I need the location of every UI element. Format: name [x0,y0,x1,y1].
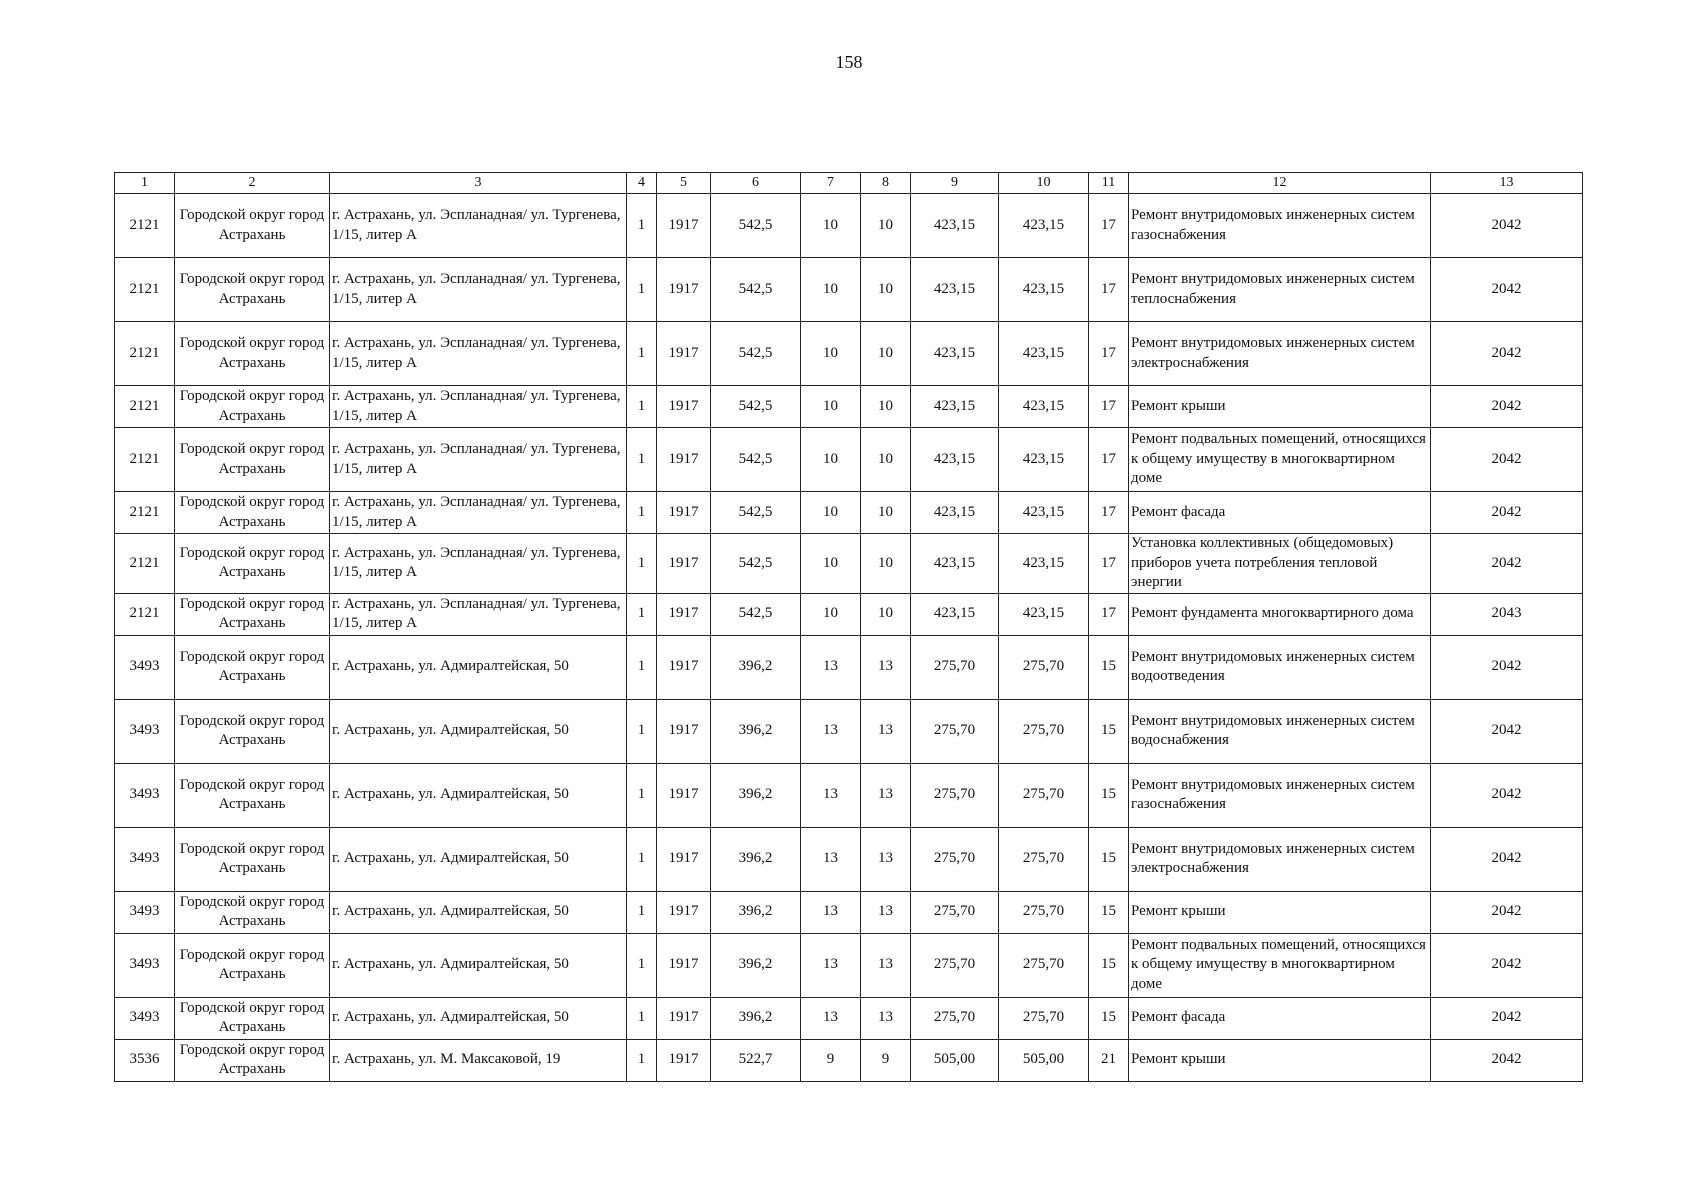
cell-address: г. Астрахань, ул. Адмиралтейская, 50 [330,635,627,699]
cell-address: г. Астрахань, ул. Эспланадная/ ул. Тургенева, 1/15, литер А [330,593,627,635]
cell-id: 2121 [115,534,175,594]
cell-area: 396,2 [711,997,801,1039]
cell-year: 1917 [657,933,711,997]
cell-col7: 10 [801,194,861,258]
cell-col9: 423,15 [911,386,999,428]
table-row [115,386,1583,428]
cell-address: г. Астрахань, ул. Адмиралтейская, 50 [330,699,627,763]
cell-col8: 10 [861,492,911,534]
cell-municipality: Городской округ город Астрахань [175,1039,330,1081]
cell-planned-year: 2042 [1431,997,1583,1039]
cell-municipality: Городской округ город Астрахань [175,763,330,827]
table-row [115,763,1583,827]
cell-year: 1917 [657,635,711,699]
cell-col7: 13 [801,933,861,997]
cell-col4: 1 [627,699,657,763]
cell-col9: 275,70 [911,635,999,699]
cell-area: 542,5 [711,386,801,428]
column-header: 6 [711,173,801,194]
cell-col9: 423,15 [911,322,999,386]
cell-col8: 13 [861,699,911,763]
cell-work-type: Ремонт внутридомовых инженерных систем теплоснабжения [1129,258,1431,322]
cell-id: 3493 [115,997,175,1039]
cell-year: 1917 [657,492,711,534]
cell-col10: 275,70 [999,635,1089,699]
cell-col7: 10 [801,322,861,386]
cell-col11: 17 [1089,386,1129,428]
cell-col8: 13 [861,933,911,997]
cell-col7: 13 [801,699,861,763]
cell-year: 1917 [657,428,711,492]
cell-municipality: Городской округ город Астрахань [175,997,330,1039]
cell-municipality: Городской округ город Астрахань [175,699,330,763]
cell-id: 2121 [115,428,175,492]
cell-area: 542,5 [711,593,801,635]
cell-id: 3493 [115,933,175,997]
cell-col8: 10 [861,386,911,428]
table-row [115,322,1583,386]
cell-planned-year: 2042 [1431,763,1583,827]
cell-municipality: Городской округ город Астрахань [175,891,330,933]
cell-work-type: Ремонт внутридомовых инженерных систем водоотведения [1129,635,1431,699]
cell-col4: 1 [627,534,657,594]
table-row [115,635,1583,699]
cell-col4: 1 [627,258,657,322]
capital-repair-table [114,172,1583,1082]
cell-id: 3493 [115,827,175,891]
cell-municipality: Городской округ город Астрахань [175,386,330,428]
cell-col9: 275,70 [911,763,999,827]
cell-col10: 423,15 [999,322,1089,386]
cell-planned-year: 2042 [1431,428,1583,492]
cell-work-type: Ремонт внутридомовых инженерных систем электроснабжения [1129,322,1431,386]
cell-col8: 13 [861,891,911,933]
cell-col4: 1 [627,593,657,635]
cell-col4: 1 [627,933,657,997]
cell-work-type: Ремонт внутридомовых инженерных систем газоснабжения [1129,763,1431,827]
cell-col11: 21 [1089,1039,1129,1081]
column-header: 11 [1089,173,1129,194]
cell-col10: 275,70 [999,763,1089,827]
cell-col8: 10 [861,593,911,635]
cell-col8: 10 [861,322,911,386]
cell-col8: 10 [861,258,911,322]
cell-col8: 13 [861,827,911,891]
cell-address: г. Астрахань, ул. Адмиралтейская, 50 [330,891,627,933]
cell-col11: 15 [1089,699,1129,763]
cell-col9: 423,15 [911,593,999,635]
cell-year: 1917 [657,194,711,258]
cell-planned-year: 2042 [1431,635,1583,699]
cell-col7: 10 [801,386,861,428]
cell-address: г. Астрахань, ул. Эспланадная/ ул. Тургенева, 1/15, литер А [330,534,627,594]
cell-id: 2121 [115,194,175,258]
table-row [115,258,1583,322]
cell-address: г. Астрахань, ул. Эспланадная/ ул. Тургенева, 1/15, литер А [330,194,627,258]
cell-address: г. Астрахань, ул. Эспланадная/ ул. Тургенева, 1/15, литер А [330,386,627,428]
cell-municipality: Городской округ город Астрахань [175,827,330,891]
cell-col11: 17 [1089,322,1129,386]
cell-id: 3493 [115,891,175,933]
cell-col8: 13 [861,997,911,1039]
cell-id: 3493 [115,763,175,827]
cell-municipality: Городской округ город Астрахань [175,428,330,492]
cell-col4: 1 [627,763,657,827]
cell-col11: 17 [1089,258,1129,322]
cell-col7: 10 [801,492,861,534]
cell-work-type: Ремонт фасада [1129,997,1431,1039]
cell-col4: 1 [627,428,657,492]
cell-col9: 423,15 [911,258,999,322]
cell-col9: 275,70 [911,891,999,933]
cell-col4: 1 [627,492,657,534]
cell-work-type: Ремонт крыши [1129,1039,1431,1081]
cell-col4: 1 [627,635,657,699]
column-header: 5 [657,173,711,194]
cell-id: 3493 [115,635,175,699]
table-row [115,593,1583,635]
column-header: 3 [330,173,627,194]
cell-col10: 275,70 [999,933,1089,997]
column-header: 13 [1431,173,1583,194]
cell-planned-year: 2042 [1431,258,1583,322]
cell-col7: 13 [801,891,861,933]
cell-planned-year: 2043 [1431,593,1583,635]
cell-year: 1917 [657,997,711,1039]
cell-col11: 17 [1089,194,1129,258]
cell-col11: 17 [1089,492,1129,534]
cell-year: 1917 [657,763,711,827]
cell-address: г. Астрахань, ул. Адмиралтейская, 50 [330,933,627,997]
cell-area: 522,7 [711,1039,801,1081]
cell-col7: 9 [801,1039,861,1081]
cell-col9: 505,00 [911,1039,999,1081]
cell-work-type: Ремонт внутридомовых инженерных систем водоснабжения [1129,699,1431,763]
column-header: 8 [861,173,911,194]
cell-col10: 275,70 [999,699,1089,763]
cell-work-type: Ремонт внутридомовых инженерных систем электроснабжения [1129,827,1431,891]
cell-col7: 13 [801,763,861,827]
cell-area: 542,5 [711,322,801,386]
cell-col4: 1 [627,322,657,386]
cell-col9: 423,15 [911,534,999,594]
table-row [115,827,1583,891]
cell-col8: 10 [861,534,911,594]
cell-col11: 17 [1089,534,1129,594]
cell-col11: 15 [1089,763,1129,827]
cell-col10: 423,15 [999,194,1089,258]
cell-year: 1917 [657,258,711,322]
cell-col10: 423,15 [999,386,1089,428]
cell-planned-year: 2042 [1431,891,1583,933]
cell-col10: 423,15 [999,593,1089,635]
cell-area: 396,2 [711,891,801,933]
cell-address: г. Астрахань, ул. Адмиралтейская, 50 [330,997,627,1039]
table-row [115,194,1583,258]
cell-col8: 13 [861,635,911,699]
cell-address: г. Астрахань, ул. Адмиралтейская, 50 [330,827,627,891]
cell-address: г. Астрахань, ул. М. Максаковой, 19 [330,1039,627,1081]
cell-planned-year: 2042 [1431,386,1583,428]
cell-work-type: Ремонт подвальных помещений, относящихся к общему имуществу в многоквартирном доме [1129,428,1431,492]
cell-col10: 423,15 [999,534,1089,594]
cell-planned-year: 2042 [1431,933,1583,997]
cell-planned-year: 2042 [1431,534,1583,594]
cell-planned-year: 2042 [1431,194,1583,258]
column-header: 2 [175,173,330,194]
cell-area: 542,5 [711,534,801,594]
cell-col8: 9 [861,1039,911,1081]
cell-col9: 275,70 [911,827,999,891]
cell-col7: 10 [801,593,861,635]
table-row [115,997,1583,1039]
cell-municipality: Городской округ город Астрахань [175,635,330,699]
cell-work-type: Ремонт крыши [1129,891,1431,933]
cell-area: 542,5 [711,194,801,258]
cell-col10: 275,70 [999,827,1089,891]
cell-area: 542,5 [711,492,801,534]
cell-col11: 15 [1089,997,1129,1039]
cell-year: 1917 [657,593,711,635]
cell-col10: 275,70 [999,997,1089,1039]
cell-col10: 275,70 [999,891,1089,933]
table-body [115,194,1583,1082]
cell-col11: 15 [1089,891,1129,933]
cell-col9: 423,15 [911,492,999,534]
page-number: 158 [835,52,863,72]
cell-col7: 10 [801,258,861,322]
column-header: 1 [115,173,175,194]
table-row [115,933,1583,997]
cell-address: г. Астрахань, ул. Эспланадная/ ул. Тургенева, 1/15, литер А [330,428,627,492]
cell-col9: 275,70 [911,933,999,997]
table-row [115,534,1583,594]
cell-area: 542,5 [711,258,801,322]
cell-year: 1917 [657,827,711,891]
cell-area: 396,2 [711,827,801,891]
cell-municipality: Городской округ город Астрахань [175,593,330,635]
table-row [115,891,1583,933]
cell-work-type: Ремонт фундамента многоквартирного дома [1129,593,1431,635]
cell-work-type: Ремонт крыши [1129,386,1431,428]
cell-area: 396,2 [711,699,801,763]
cell-col4: 1 [627,997,657,1039]
column-header: 12 [1129,173,1431,194]
cell-id: 2121 [115,492,175,534]
table-row [115,428,1583,492]
cell-col7: 13 [801,635,861,699]
cell-planned-year: 2042 [1431,322,1583,386]
cell-work-type: Установка коллективных (общедомовых) приборов учета потребления тепловой энергии [1129,534,1431,594]
cell-col8: 13 [861,763,911,827]
cell-col9: 423,15 [911,428,999,492]
table-row [115,492,1583,534]
column-header: 9 [911,173,999,194]
cell-area: 542,5 [711,428,801,492]
cell-year: 1917 [657,1039,711,1081]
cell-year: 1917 [657,534,711,594]
cell-municipality: Городской округ город Астрахань [175,492,330,534]
cell-col11: 15 [1089,635,1129,699]
cell-col11: 15 [1089,827,1129,891]
cell-col9: 275,70 [911,699,999,763]
cell-id: 2121 [115,593,175,635]
cell-year: 1917 [657,322,711,386]
cell-work-type: Ремонт фасада [1129,492,1431,534]
column-number-row [115,173,1583,194]
cell-col7: 10 [801,428,861,492]
cell-id: 3493 [115,699,175,763]
cell-col4: 1 [627,1039,657,1081]
cell-area: 396,2 [711,763,801,827]
cell-planned-year: 2042 [1431,827,1583,891]
cell-col8: 10 [861,428,911,492]
cell-municipality: Городской округ город Астрахань [175,933,330,997]
cell-col10: 423,15 [999,258,1089,322]
column-header: 4 [627,173,657,194]
cell-work-type: Ремонт внутридомовых инженерных систем газоснабжения [1129,194,1431,258]
cell-year: 1917 [657,891,711,933]
cell-year: 1917 [657,386,711,428]
cell-col4: 1 [627,891,657,933]
cell-col11: 15 [1089,933,1129,997]
cell-col11: 17 [1089,593,1129,635]
table-row [115,699,1583,763]
cell-address: г. Астрахань, ул. Эспланадная/ ул. Тургенева, 1/15, литер А [330,258,627,322]
cell-id: 2121 [115,258,175,322]
cell-col8: 10 [861,194,911,258]
cell-col4: 1 [627,386,657,428]
cell-col7: 13 [801,997,861,1039]
cell-col4: 1 [627,827,657,891]
cell-area: 396,2 [711,933,801,997]
cell-area: 396,2 [711,635,801,699]
cell-id: 2121 [115,386,175,428]
cell-col7: 10 [801,534,861,594]
cell-planned-year: 2042 [1431,492,1583,534]
cell-address: г. Астрахань, ул. Эспланадная/ ул. Тургенева, 1/15, литер А [330,492,627,534]
cell-col9: 275,70 [911,997,999,1039]
cell-municipality: Городской округ город Астрахань [175,322,330,386]
cell-col11: 17 [1089,428,1129,492]
cell-col10: 423,15 [999,492,1089,534]
cell-municipality: Городской округ город Астрахань [175,534,330,594]
cell-col10: 423,15 [999,428,1089,492]
cell-municipality: Городской округ город Астрахань [175,194,330,258]
table-row [115,1039,1583,1081]
column-header: 10 [999,173,1089,194]
cell-address: г. Астрахань, ул. Адмиралтейская, 50 [330,763,627,827]
cell-col9: 423,15 [911,194,999,258]
column-header: 7 [801,173,861,194]
cell-municipality: Городской округ город Астрахань [175,258,330,322]
cell-col10: 505,00 [999,1039,1089,1081]
cell-planned-year: 2042 [1431,699,1583,763]
cell-year: 1917 [657,699,711,763]
cell-address: г. Астрахань, ул. Эспланадная/ ул. Тургенева, 1/15, литер А [330,322,627,386]
cell-id: 2121 [115,322,175,386]
cell-col4: 1 [627,194,657,258]
cell-id: 3536 [115,1039,175,1081]
cell-planned-year: 2042 [1431,1039,1583,1081]
cell-work-type: Ремонт подвальных помещений, относящихся к общему имуществу в многоквартирном доме [1129,933,1431,997]
cell-col7: 13 [801,827,861,891]
